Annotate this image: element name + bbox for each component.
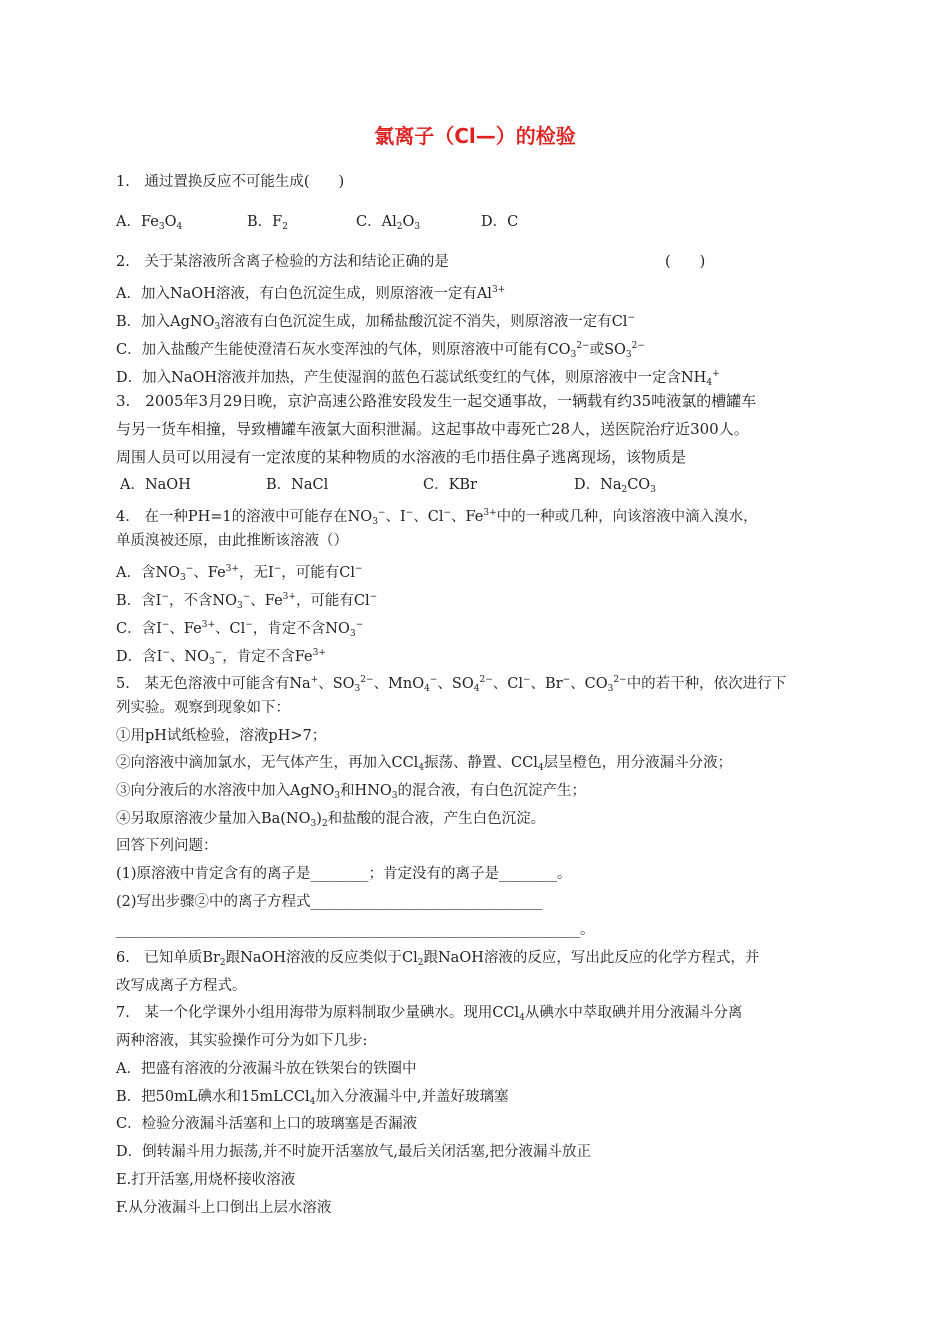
q4-option-a: A．含$NO_3^-$、$Fe^{3+}$，无I−，可能有Cl− [116,564,363,583]
q5-step-4: ④另取原溶液少量加入$Ba(NO_3)_2$和盐酸的混合液，产生白色沉淀。 [116,811,546,829]
q5-line-2: 列实验。观察到现象如下： [116,700,290,716]
q7-step-f: F.从分液漏斗上口倒出上层水溶液 [116,1200,332,1216]
q7-step-d: D．倒转漏斗用力振荡,并不时旋开活塞放气,最后关闭活塞,把分液漏斗放正 [116,1144,591,1160]
q5-ask: 回答下列问题： [116,838,218,854]
q5-step-2: ②向溶液中滴加氯水，无气体产生，再加入CCl$_4$振荡、静置、CCl$_4$层呈橙色，用分液漏斗分液； [116,755,733,773]
q2-answer-paren: ( ) [665,254,706,270]
q1-option-b: B．$F_2$ [247,214,288,232]
q5-step-3: ③向分液后的水溶液中加入AgNO$_3$和$HNO_3$的混合液，有白色沉淀产生； [116,783,587,801]
q4-line-1: 4. 在一种PH=1的溶液中可能存在$NO_3^-$、I−、Cl−、$Fe^{3+}$中的一种或几种，向该溶液中滴入溴水， [116,508,758,527]
q4-option-c: C．含I−、$Fe^{3+}$、Cl−，肯定不含$NO_3^-$ [116,620,364,639]
q1-option-d: D．C [481,214,519,230]
q7-step-b: B．把50mL碘水和15mLCCl$_4$加入分液漏斗中,并盖好玻璃塞 [116,1089,509,1107]
q4-line-2: 单质溴被还原，由此推断该溶液（） [116,533,348,549]
q3-option-a: A．NaOH [120,477,191,493]
q5-part-2-blank: ________________________________________________________________。 [116,922,595,938]
q3-option-c: C．KBr [423,477,478,493]
q1-stem: 1. 通过置换反应不可能生成( ) [116,174,345,190]
q5-part-2: (2)写出步骤②中的离子方程式________________________________ [116,894,543,910]
q7-step-e: E.打开活塞,用烧杯接收溶液 [116,1172,296,1188]
q5-step-1: ①用pH试纸检验，溶液pH>7； [116,728,327,744]
q5-line-1: 5. 某无色溶液中可能含有Na+、$SO_3^{2-}$、MnO$_4$−、$SO_4^{2-}$、Cl−、Br−、$CO_3^{2-}$中的若干种，依次进行下 [116,675,787,694]
q3-line-2: 与另一货车相撞，导致槽罐车液氯大面积泄漏。这起事故中毒死亡28人，送医院治疗近300人。 [116,420,749,438]
q7-step-a: A．把盛有溶液的分液漏斗放在铁架台的铁圈中 [116,1061,417,1077]
q7-line-2: 两种溶液，其实验操作可分为如下几步: [116,1033,368,1049]
q2-option-a: A．加入NaOH溶液，有白色沉淀生成，则原溶液一定有$Al^{3+}$ [116,285,506,302]
q3-option-d: D．$Na_2CO_3$ [574,477,656,495]
q6-line-2: 改写成离子方程式。 [116,978,247,994]
q7-step-c: C．检验分液漏斗活塞和上口的玻璃塞是否漏液 [116,1116,418,1132]
q3-line-3: 周围人员可以用浸有一定浓度的某种物质的水溶液的毛巾捂住鼻子逃离现场，该物质是 [116,448,687,466]
q2-option-b: B．加入AgNO$_3$溶液有白色沉淀生成，加稀盐酸沉淀不消失，则原溶液一定有Cl− [116,313,635,332]
q1-option-a: A．$Fe_3O_4$ [116,214,183,232]
q6-line-1: 6. 已知单质$Br_2$跟NaOH溶液的反应类似于$Cl_2$跟NaOH溶液的反应，写出此反应的化学方程式，并 [116,950,760,968]
q4-option-b: B．含I−，不含$NO_3^-$、$Fe^{3+}$，可能有Cl− [116,592,378,611]
q2-stem: 2. 关于某溶液所含离子检验的方法和结论正确的是 [116,254,449,270]
q2-option-c: C．加入盐酸产生能使澄清石灰水变浑浊的气体，则原溶液中可能有$CO_3^{2-}$或$SO_3^{2-}$ [116,341,645,360]
q3-line-1: 3. 2005年3月29日晚，京沪高速公路淮安段发生一起交通事故，一辆载有约35吨液氯的槽罐车 [116,392,757,410]
q2-option-d: D．加入NaOH溶液并加热，产生使湿润的蓝色石蕊试纸变红的气体，则原溶液中一定含$NH_4^+$ [116,369,720,388]
q1-option-c: C．$Al_2O_3$ [356,214,421,232]
q7-line-1: 7. 某一个化学课外小组用海带为原料制取少量碘水。现用CCl$_4$从碘水中萃取碘并用分液漏斗分离 [116,1005,743,1023]
page-title: 氯离子（Cl—）的检验 [374,124,576,148]
q3-option-b: B．NaCl [266,477,329,493]
q4-option-d: D．含I−、$NO_3^-$，肯定不含$Fe^{3+}$ [116,648,326,667]
q5-part-1: (1)原溶液中肯定含有的离子是________；肯定没有的离子是________。 [116,866,572,882]
